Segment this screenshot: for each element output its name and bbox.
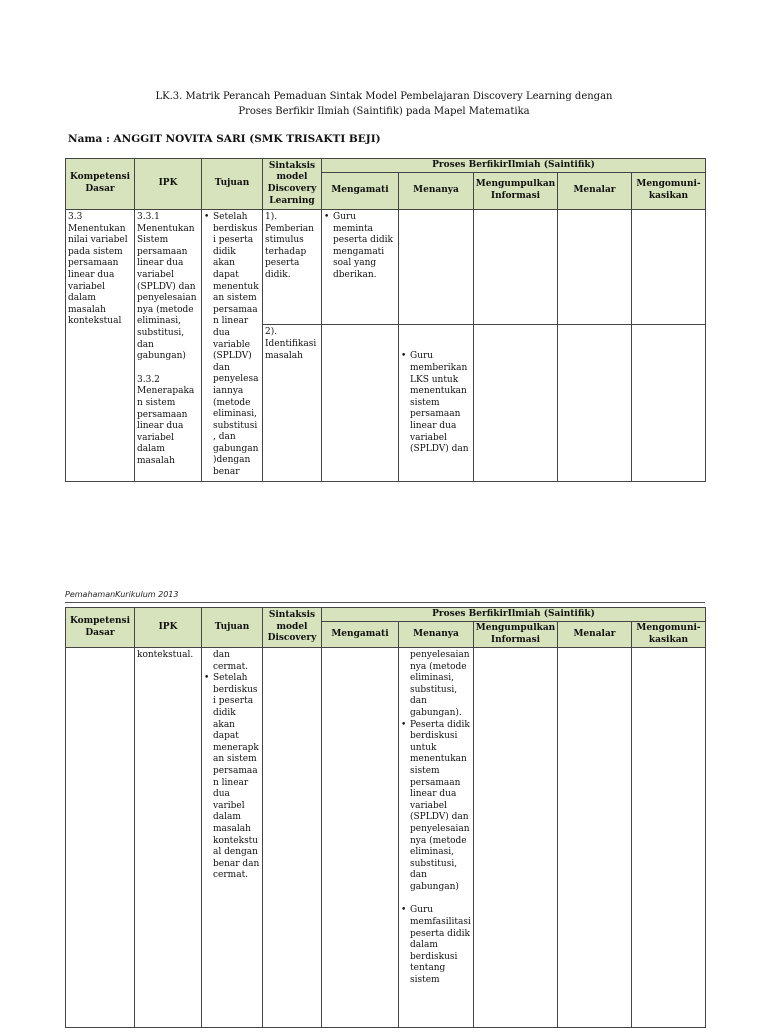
bullet-icon: •: [401, 351, 407, 362]
cell-mengamati-1: [322, 210, 399, 325]
menanya-text-2: Guru memfasilitasi peserta didik dalam berdiskusi tentang sistem: [410, 905, 471, 986]
header-mengomunikasikan: Mengomuni-kasikan: [632, 173, 706, 210]
bullet-icon: •: [401, 905, 407, 916]
ipk-1-number: 3.3.1: [137, 212, 160, 222]
cell-tujuan: [202, 648, 263, 1028]
header-mengamati: Mengamati: [322, 173, 399, 210]
tujuan-continued-text: dan cermat.: [213, 650, 249, 672]
header-sintaksis: Sintaksis model Discovery Learning: [263, 159, 322, 210]
menanya-text: Guru memberikan LKS untuk menentukan sistem persamaan linear dua variabel (SPLDV) dan: [410, 351, 469, 455]
bullet-icon: •: [324, 212, 330, 222]
header-mengomunikasikan: Mengomuni-kasikan: [632, 622, 706, 648]
ipk-2-number: 3.3.2: [137, 374, 160, 385]
cell-mengumpulkan-2: [474, 325, 558, 481]
menanya-text-1: Peserta didik berdiskusi untuk menentukan sistem persamaan linear dua variabel (SPLDV) dan penyelesaiannya (metode eliminasi, substitusi, dan gabungan): [410, 719, 470, 892]
sintaks-step-1: 1). Pemberian stimulus terhadap peserta didik.: [265, 212, 314, 280]
cell-sintaks: [263, 648, 322, 1028]
cell-kompetensi-dasar: [66, 210, 135, 482]
header-kompetensi-dasar: Kompetensi Dasar: [66, 608, 135, 648]
header-mengumpulkan-informasi: Mengumpulkan Informasi: [474, 622, 558, 648]
cell-sintaks-1: [263, 210, 322, 325]
cell-mengomunikasikan-1: [632, 210, 706, 325]
ipk-continued-text: kontekstual.: [137, 650, 194, 660]
cell-mengomunikasikan: [632, 648, 706, 1028]
cell-menanya-2: [399, 325, 474, 481]
cell-ipk: [135, 648, 202, 1028]
author-name: Nama : ANGGIT NOVITA SARI (SMK TRISAKTI BEJI): [68, 133, 381, 145]
header-menalar: Menalar: [558, 622, 632, 648]
cell-menanya: [399, 648, 474, 1028]
header-mengumpulkan-informasi: Mengumpulkan Informasi: [474, 173, 558, 210]
cell-menalar-1: [558, 210, 632, 325]
header-menanya: Menanya: [399, 173, 474, 210]
header-sintaksis: Sintaksis model Discovery: [263, 608, 322, 648]
cell-kompetensi-dasar: [66, 648, 135, 1028]
cell-sintaks-2: [263, 325, 322, 481]
header-tujuan: Tujuan: [202, 608, 263, 648]
cell-menalar-2: [558, 325, 632, 481]
document-title-line-2: Proses Berfikir Ilmiah (Saintifik) pada Mapel Matematika: [238, 106, 530, 117]
kd-text: 3.3 Menentukan nilai variabel pada sistem persamaan linear dua variabel dalam masalah kontekstual: [68, 212, 128, 327]
bullet-icon: •: [204, 212, 210, 222]
header-menalar: Menalar: [558, 173, 632, 210]
matrix-table-page-2: [65, 607, 706, 1028]
sintaks-step-2: 2). Identifikasi masalah: [265, 327, 317, 361]
header-proses-berfikir: Proses BerfikirIlmiah (Saintifik): [322, 608, 706, 622]
menanya-continued-text: penyelesaiannya (metode eliminasi, substitusi, dan gabungan).: [410, 650, 470, 718]
cell-mengomunikasikan-2: [632, 325, 706, 481]
matrix-table-page-1: [65, 158, 706, 482]
cell-ipk: [135, 210, 202, 482]
ipk-2-text: Menerapakan sistem persamaan linear dua variabel dalam masalah: [137, 386, 195, 466]
cell-mengumpulkan-1: [474, 210, 558, 325]
header-mengamati: Mengamati: [322, 622, 399, 648]
mengamati-text: Guru meminta peserta didik mengamati soal yang dberikan.: [333, 212, 393, 280]
bullet-icon: •: [204, 673, 210, 684]
cell-menalar: [558, 648, 632, 1028]
ipk-1-text: Menentukan Sistem persamaan linear dua variabel (SPLDV) dan penyelesaiannya (metode eliminasi, substitusi, dan gabungan): [137, 223, 197, 362]
header-ipk: IPK: [135, 159, 202, 210]
header-menanya: Menanya: [399, 622, 474, 648]
cell-tujuan: [202, 210, 263, 482]
footer-label: PemahamanKurikulum 2013: [65, 590, 179, 599]
cell-menanya-1: [399, 210, 474, 325]
document-title-line-1: LK.3. Matrik Perancah Pemaduan Sintak Model Pembelajaran Discovery Learning dengan: [155, 91, 613, 102]
cell-mengamati: [322, 648, 399, 1028]
header-tujuan: Tujuan: [202, 159, 263, 210]
footer-divider: [65, 602, 705, 603]
header-kompetensi-dasar: Kompetensi Dasar: [66, 159, 135, 210]
cell-mengamati-2: [322, 325, 399, 481]
cell-mengumpulkan: [474, 648, 558, 1028]
header-proses-berfikir: Proses BerfikirIlmiah (Saintifik): [322, 159, 706, 173]
tujuan-text: Setelah berdiskusi peserta didik akan dapat menerapkan sistem persamaan linear dua varibel dalam masalah kontekstual dengan benar dan cermat.: [213, 673, 260, 881]
tujuan-text: Setelah berdiskusi peserta didik akan dapat menentukan sistem persamaan linear dua variable (SPLDV) dan penyelesaiannya (metode eliminasi, substitusi, dan gabungan)dengan benar: [213, 212, 259, 478]
header-ipk: IPK: [135, 608, 202, 648]
bullet-icon: •: [401, 719, 407, 730]
